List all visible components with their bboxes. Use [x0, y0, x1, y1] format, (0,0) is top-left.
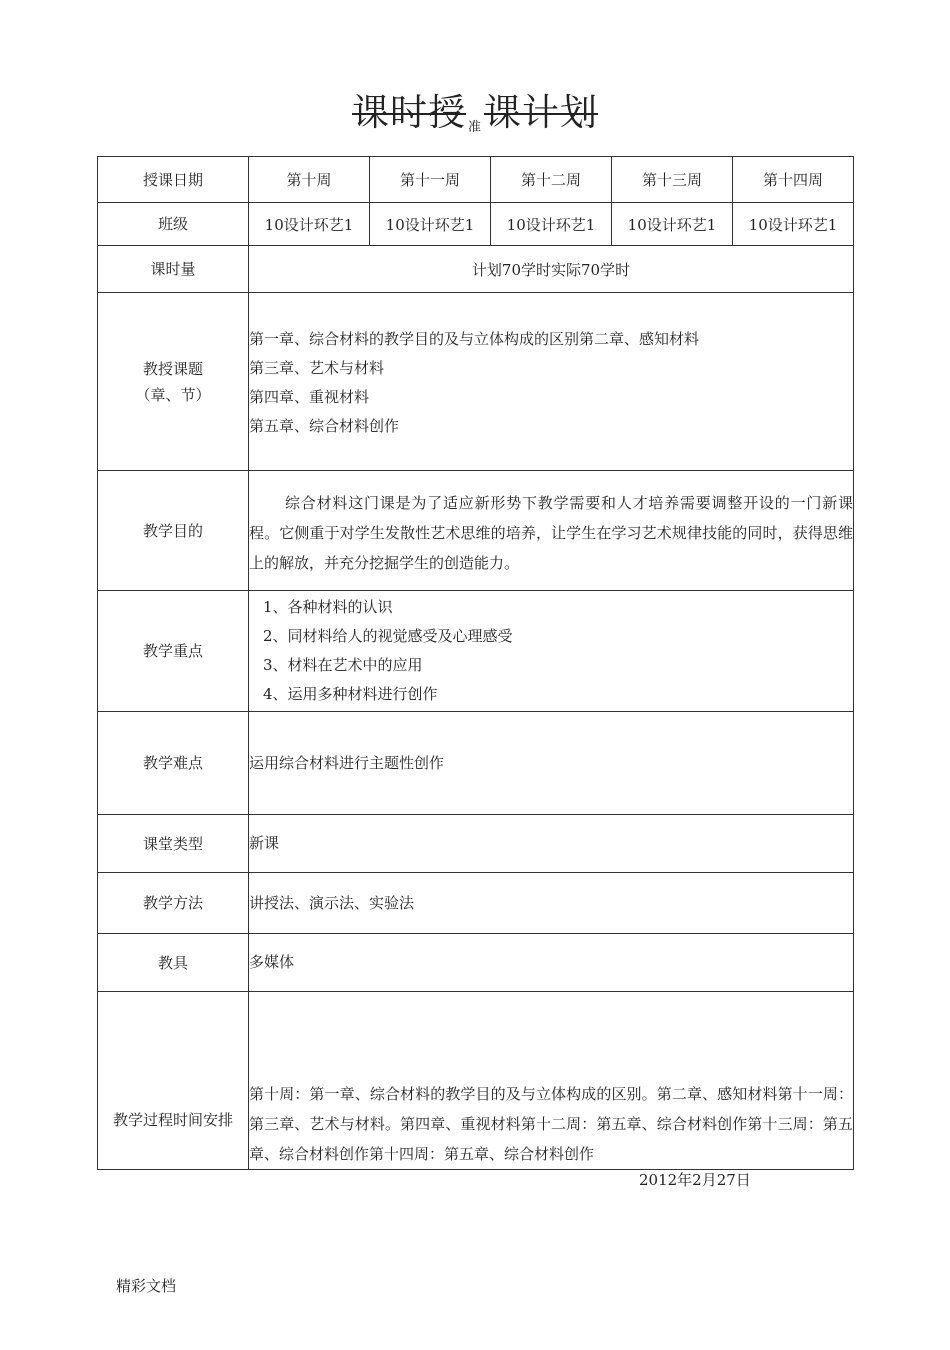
row-class	[98, 203, 854, 246]
row-hours	[98, 246, 854, 293]
label-topics-line2: （章、节）	[135, 385, 211, 404]
label-date: 授课日期	[98, 157, 249, 203]
row-method	[98, 873, 854, 934]
row-type	[98, 815, 854, 873]
document-date: 2012年2月27日	[639, 1171, 751, 1189]
topic-line: 第三章、艺术与材料	[249, 359, 385, 377]
keypoints-content	[249, 591, 854, 712]
title-part1: 课时授	[351, 91, 466, 134]
label-topics	[98, 293, 249, 471]
schedule-content	[249, 992, 854, 1170]
tools-text: 多媒体	[249, 934, 854, 992]
footer-text: 精彩文档	[116, 1277, 177, 1295]
label-class: 班级	[98, 203, 249, 246]
label-hours: 课时量	[98, 246, 249, 293]
row-tools	[98, 934, 854, 992]
topic-line: 第一章、综合材料的教学目的及与立体构成的区别第二章、感知材料	[249, 330, 700, 348]
week-cell: 第十三周	[612, 157, 733, 203]
row-difficulty	[98, 712, 854, 815]
class-cell: 10设计环艺1	[612, 203, 733, 246]
keypoint-line: 4、运用多种材料进行创作	[263, 685, 438, 703]
label-type: 课堂类型	[98, 815, 249, 873]
hours-value: 计划70学时实际70学时	[249, 246, 854, 293]
topic-line: 第五章、综合材料创作	[249, 417, 400, 435]
label-goal: 教学目的	[98, 471, 249, 591]
type-text: 新课	[249, 815, 854, 873]
label-method: 教学方法	[98, 873, 249, 934]
class-cell: 10设计环艺1	[491, 203, 612, 246]
keypoint-line: 3、材料在艺术中的应用	[263, 656, 423, 674]
topics-content	[249, 293, 854, 471]
goal-text: 综合材料这门课是为了适应新形势下教学需要和人才培养需要调整开设的一门新课程。它侧重于对学生发散性艺术思维的培养，让学生在学习艺术规律技能的同时，获得思维上的解放，并充分挖掘学生的创造能力。	[249, 493, 853, 572]
week-cell: 第十四周	[733, 157, 854, 203]
label-topics-line1: 教授课题	[142, 359, 203, 378]
week-cell: 第十二周	[491, 157, 612, 203]
lesson-plan-table	[97, 156, 854, 1170]
title-small-mark: 准	[467, 120, 482, 135]
method-text: 讲授法、演示法、实验法	[249, 873, 854, 934]
row-schedule	[98, 992, 854, 1170]
difficulty-text: 运用综合材料进行主题性创作	[249, 712, 854, 815]
goal-content	[249, 471, 854, 591]
class-cell: 10设计环艺1	[249, 203, 370, 246]
page-title	[0, 88, 950, 153]
row-keypoints	[98, 591, 854, 712]
topic-line: 第四章、重视材料	[249, 388, 370, 406]
label-difficulty: 教学难点	[98, 712, 249, 815]
week-cell: 第十一周	[370, 157, 491, 203]
label-tools: 教具	[98, 934, 249, 992]
label-schedule: 教学过程时间安排	[98, 992, 249, 1170]
class-cell: 10设计环艺1	[733, 203, 854, 246]
label-keypoints: 教学重点	[98, 591, 249, 712]
keypoint-line: 2、同材料给人的视觉感受及心理感受	[263, 627, 513, 645]
title-part2: 课计划	[484, 91, 598, 134]
row-topics	[98, 293, 854, 471]
schedule-text: 第十周：第一章、综合材料的教学目的及与立体构成的区别。第二章、感知材料第十一周：第三章、艺术与材料。第四章、重视材料第十二周：第五章、综合材料创作第十三周：第五章、综合材料创作第十四周：第五章、综合材料创作	[249, 1085, 853, 1163]
keypoint-line: 1、各种材料的认识	[263, 598, 393, 616]
row-goal	[98, 471, 854, 591]
row-date	[98, 157, 854, 203]
week-cell: 第十周	[249, 157, 370, 203]
class-cell: 10设计环艺1	[370, 203, 491, 246]
